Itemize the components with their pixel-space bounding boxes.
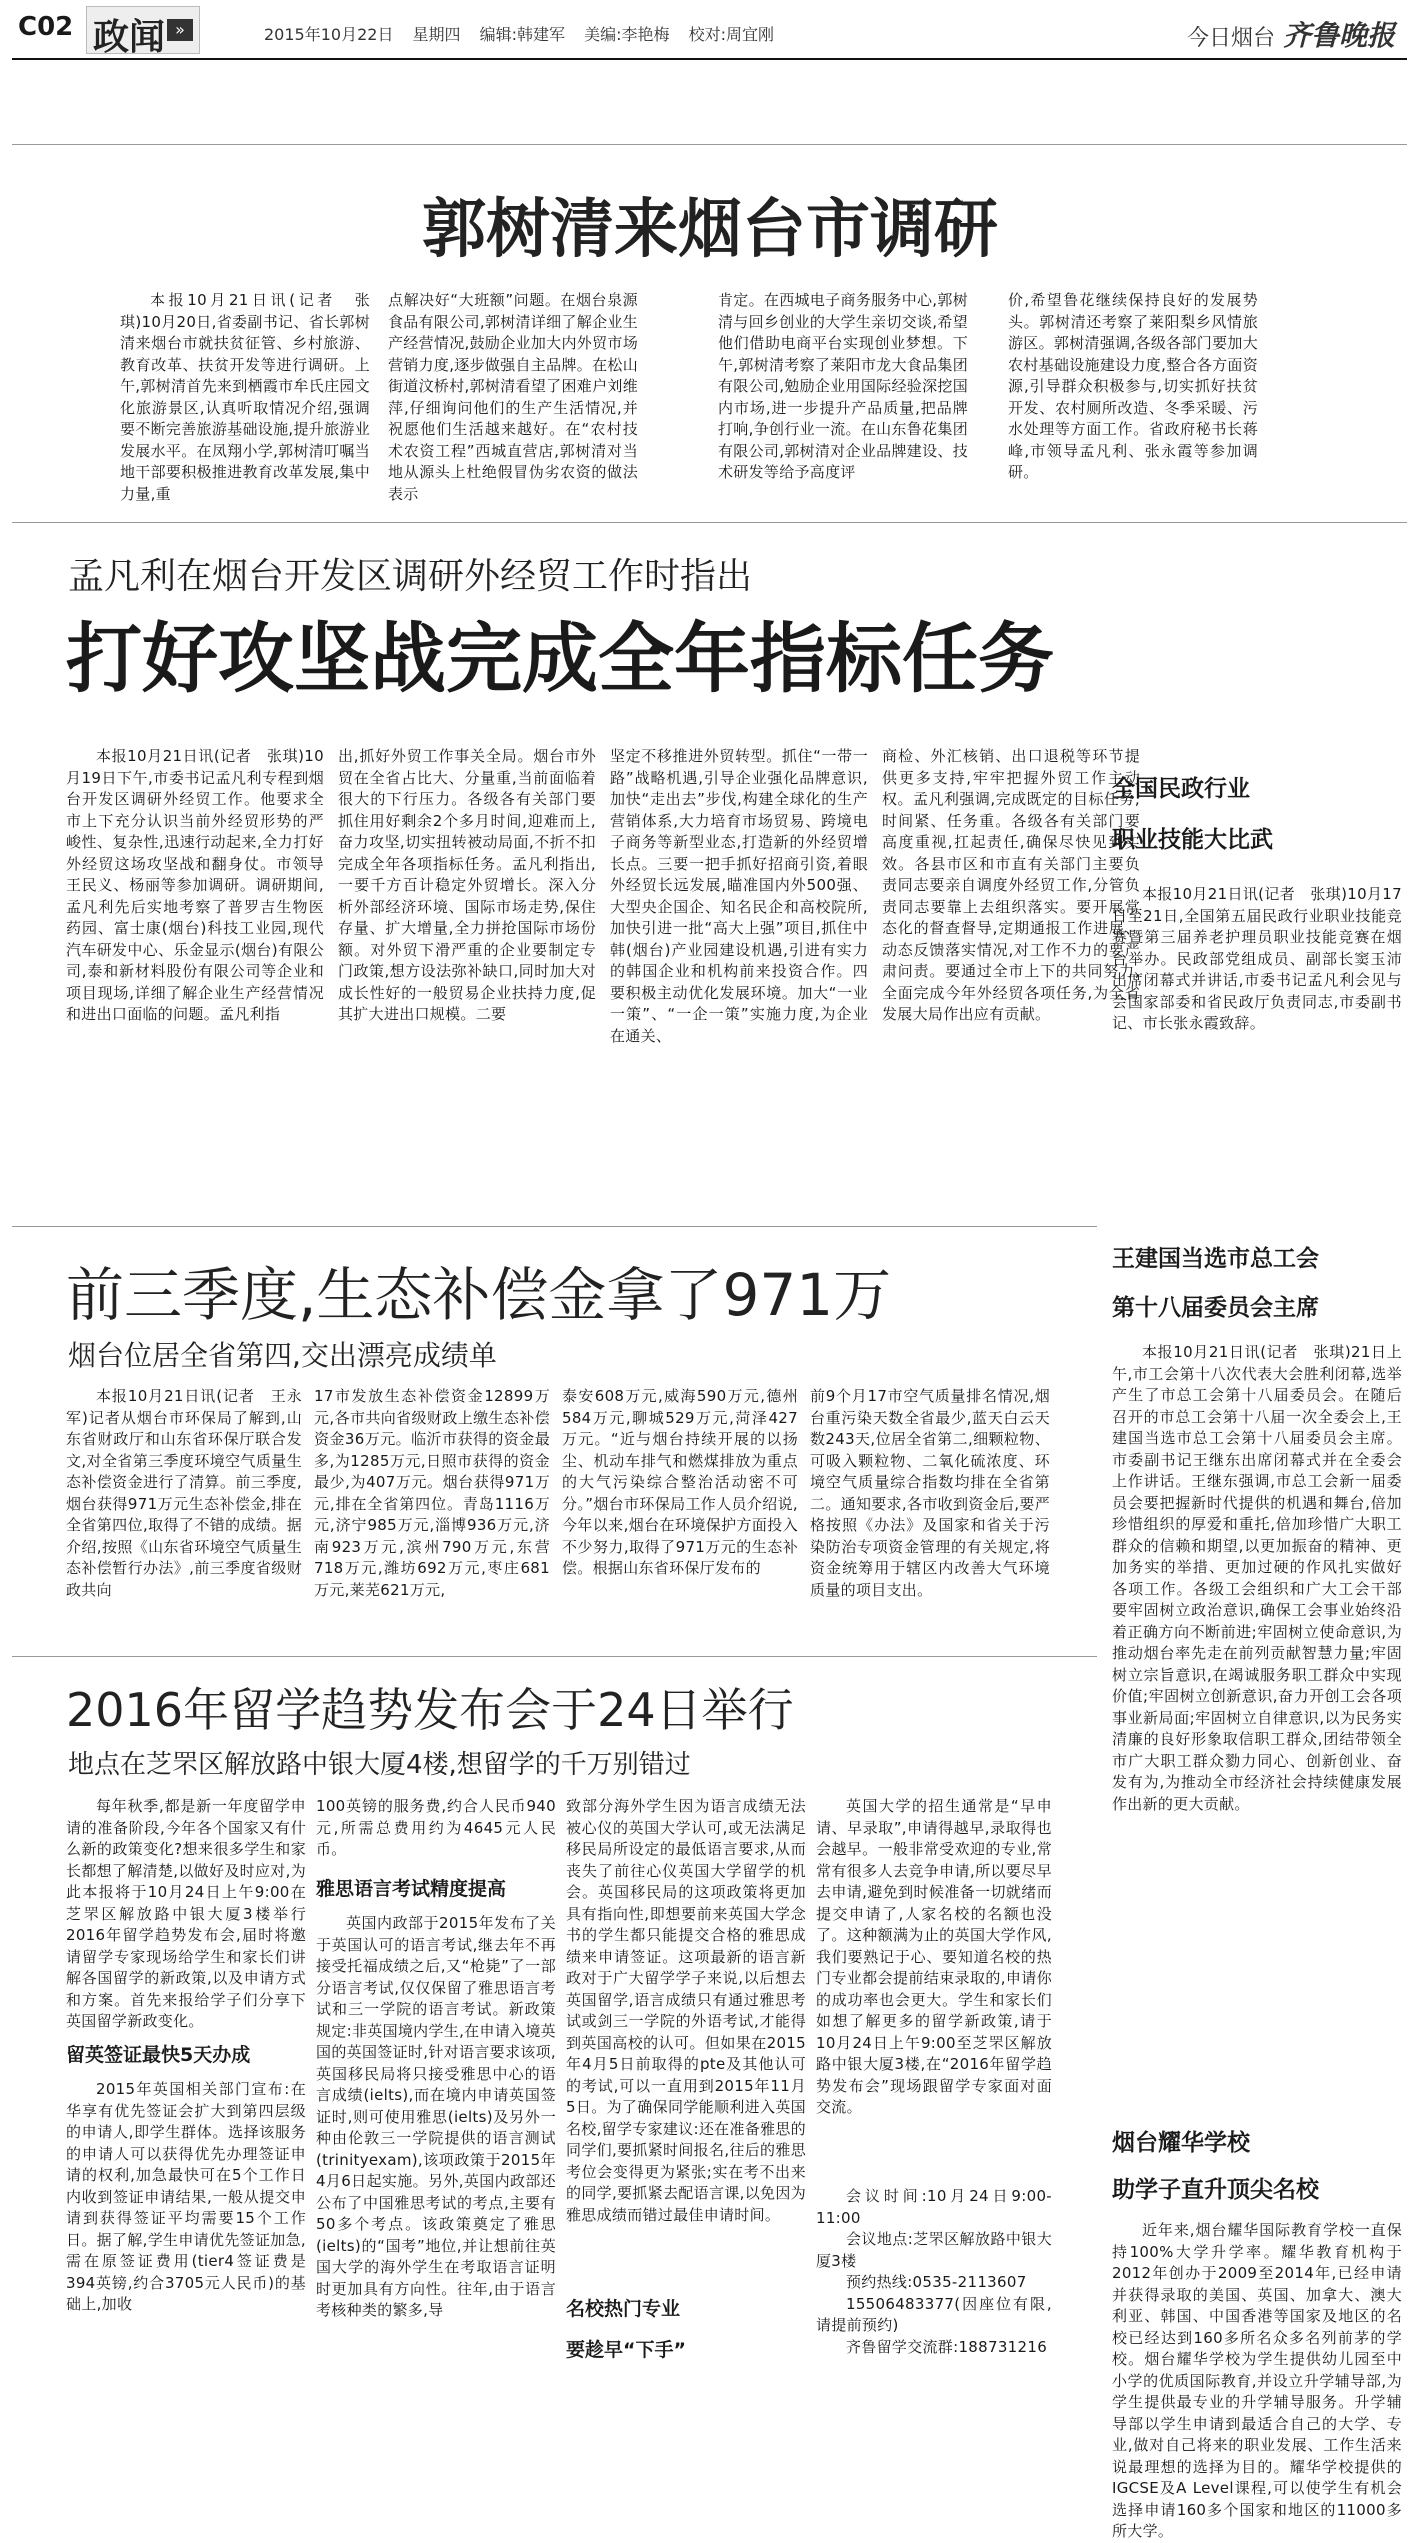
article-4-visa bbox=[66, 2079, 306, 2379]
article-4-subtitle: 地点在芝罘区解放路中银大厦4楼,想留学的千万别错过 bbox=[68, 1750, 691, 1780]
article-2-col-1 bbox=[66, 746, 324, 1216]
article-4-advice bbox=[816, 1796, 1052, 2180]
sidebar-1-body bbox=[1112, 884, 1402, 1184]
column-name: 今日烟台 bbox=[1186, 26, 1275, 51]
article-4-title: 2016年留学趋势发布会于24日举行 bbox=[66, 1683, 794, 1737]
article-2-text-3: 坚定不移推进外贸转型。抓住“一带一路”战略机遇,引导企业强化品牌意识,加快“走出去”步伐,构建全球化的生产营销体系,大力培育市场贸易、跨境电子商务等新型业态,打造新的外经贸增长点。三要一把手抓好招商引资,着眼外经贸长远发展,瞄准国内外500强、大型央企国企、知名民企和高校院所,加快引进一批“高大上强”项目,抓住中韩(烟台)产业园建设机遇,引进有实力的韩国企业和机构前来投资合作。四要积极主动优化发展环境。加大“一业一策”、“一企一策”实施力度,为企业在通关、 bbox=[610, 747, 868, 1045]
sidebar-3-body bbox=[1112, 2220, 1402, 2540]
event-phone: 15506483377(因座位有限,请提前预约) bbox=[816, 2294, 1052, 2334]
article-4-exam bbox=[316, 1913, 556, 2373]
article-3-text-2: 17市发放生态补偿资金12899万元,各市共向省级财政上缴生态补偿资金36万元。临沂市获得的资金最多,为1285万元,日照市获得的资金最少,为407万元。烟台获得971万元,排在全省第四位。青岛1116万元,济宁985万元,淄博936万元,济南923万元,滨州790万元,东营718万元,潍坊692万元,枣庄681万元,莱芜621万元, bbox=[314, 1387, 550, 1599]
article-4-heading-exam: 雅思语言考试精度提高 bbox=[316, 1878, 507, 1900]
sidebar-divider bbox=[1112, 2118, 1402, 2119]
sidebar-gap bbox=[1100, 746, 1101, 2376]
issue-date: 2015年10月22日 bbox=[264, 25, 394, 44]
article-3-title: 前三季度,生态补偿金拿了971万 bbox=[66, 1261, 892, 1329]
article-1-text-2: 点解决好“大班额”问题。在烟台泉源食品有限公司,郭树清详细了解企业生产经营情况,鼓励企业加大内外贸市场营销力度,逐步做强自主品牌。在松山街道汶桥村,郭树清看望了困难户刘维萍,仔细询问他们的生产生活情况,并祝愿他们生活越来越好。在“农村技术农资工程”西城直营店,郭树清对当地从源头上杜绝假冒伪劣农资的做法表示 bbox=[388, 291, 638, 503]
sidebar-story-1 bbox=[1112, 760, 1402, 1220]
article-4-col-2 bbox=[316, 1796, 556, 2376]
article-2-col-2 bbox=[338, 746, 596, 1216]
proofreader: 校对:周宜刚 bbox=[688, 25, 775, 44]
article-4-fee bbox=[316, 1796, 556, 1862]
sidebar-3-title-2: 助学子直升顶尖名校 bbox=[1112, 2177, 1319, 2203]
article-1-text-4: 价,希望鲁花继续保持良好的发展势头。郭树清还考察了莱阳梨乡风情旅游区。郭树清强调,各级各部门要加大农村基础设施建设力度,整合各方面资源,引导群众积极参与,切实抓好扶贫开发、农村厕所改造、冬季采暖、污水处理等方面工作。省政府秘书长蒋峰,市领导孟凡利、张永霞等参加调研。 bbox=[1008, 291, 1258, 481]
article-2-text-4: 商检、外汇核销、出口退税等环节提供更多支持,牢牢把握外贸工作主动权。孟凡利强调,完成既定的目标任务,时间紧、任务重。各级各有关部门要高度重视,扛起责任,确保尽快见到实效。各县市区和市直有关部门主要负责同志要亲自调度外经贸工作,分管负责同志要靠上去组织落实。要开展常态化的督查督导,定期通报工作进展、动态反馈落实情况,对工作不力的要严肃问责。要通过全市上下的共同努力,全面完成今年外经贸各项任务,为全省发展大局作出应有贡献。 bbox=[882, 747, 1140, 1023]
sidebar-2-text: 本报10月21日讯(记者 张琪)21日上午,市工会第十八次代表大会胜利闭幕,选举产生了市总工会第十八届委员会。在随后召开的市总工会第十八届一次全委会上,王建国当选市总工会第十八届委员会主席。市委副书记王继东出席闭幕式并在全委会上作讲话。王继东强调,市总工会新一届委员会要把握新时代提供的机遇和舞台,倍加珍惜组织的厚爱和重托,倍加珍惜广大职工群众的信赖和期望,以更加振奋的精神、更加务实的举措、更加过硬的作风扎实做好各项工作。各级工会组织和广大工会干部要牢固树立政治意识,确保工会事业始终沿着正确方向不断前进;牢固树立使命意识,为推动烟台率先走在前列贡献智慧力量;牢固树立宗旨意识,在竭诚服务职工群众中实现价值;牢固树立创新意识,奋力开创工会各项事业新局面;牢固树立自律意识,以为民务实清廉的良好形象取信职工群众,团结带领全市广大职工群众勠力同心、创新创业、奋发有为,为推动全市经济社会持续健康发展作出新的更大贡献。 bbox=[1112, 1343, 1402, 1813]
divider-1 bbox=[12, 522, 1407, 523]
article-1-col-2 bbox=[388, 290, 638, 510]
page-meta bbox=[264, 22, 788, 45]
sidebar-2-body bbox=[1112, 1342, 1402, 2062]
article-4-text-exam: 英国内政部于2015年发布了关于英国认可的语言考试,继去年不再接受托福成绩之后,又“枪毙”了一部分语言考试,仅仅保留了雅思语言考试和三一学院的语言考试。新政策规定:非英国境内学生,在申请入境英国的英国签证时,针对语言要求该项,英国移民局将只接受雅思中心的语言成绩(ielts),而在境内申请英国签证时,则可使用雅思(ielts)及另外一种由伦敦三一学院提供的语言测试(trinityexam),该项政策于2015年4月6日起实施。另外,英国内政部还公布了中国雅思考试的考点,主要有50多个考点。该政策奠定了雅思(ielts)的“国考”地位,并让想前往英国大学的海外学生在考取语言证明时更加具有方向性。往年,由于语言考核种类的繁多,导 bbox=[316, 1914, 556, 2319]
article-3-col-1 bbox=[66, 1386, 302, 1646]
issue-weekday: 星期四 bbox=[412, 25, 461, 44]
event-time: 会议时间:10月24日9:00-11:00 bbox=[816, 2187, 1052, 2227]
article-4-col-3 bbox=[566, 1796, 806, 2376]
article-1-col-4 bbox=[1008, 290, 1258, 510]
sidebar-1-title-2: 职业技能大比武 bbox=[1112, 827, 1273, 853]
article-4-language bbox=[566, 1796, 806, 2276]
newspaper-logo: 齐鲁晚报 bbox=[1282, 19, 1395, 52]
article-3-text-3: 泰安608万元,威海590万元,德州584万元,聊城529万元,菏泽427万元。“近与烟台持续开展的以扬尘、机动车排气和燃煤排放为重点的大气污染综合整治活动密不可分。”烟台市环保局工作人员介绍说,今年以来,烟台在环境保护方面投入不少努力,取得了971万元的生态补偿。根据山东省环保厅发布的 bbox=[562, 1387, 798, 1577]
article-2-text-1: 本报10月21日讯(记者 张琪)10月19日下午,市委书记孟凡利专程到烟台开发区调研外经贸工作。他要求全市上下充分认识当前外经贸形势的严峻性、复杂性,迅速行动起来,全力打好外经贸这场攻坚战和翻身仗。市领导王民义、杨丽等参加调研。调研期间,孟凡利先后实地考察了普罗吉生物医药园、富士康(烟台)科技工业园,现代汽车研发中心、乐金显示(烟台)有限公司,泰和新材料股份有限公司等企业和项目现场,详细了解企业生产经营情况和进出口面临的问题。孟凡利指 bbox=[66, 747, 324, 1023]
header-rule-2 bbox=[12, 144, 1407, 145]
article-1-col-1 bbox=[120, 290, 370, 510]
sidebar-2-title-1: 王建国当选市总工会 bbox=[1112, 1246, 1319, 1272]
article-1-title: 郭树清来烟台市调研 bbox=[422, 192, 998, 267]
sidebar-1-text: 本报10月21日讯(记者 张琪)10月17日至21日,全国第五届民政行业职业技能竞赛暨第三届养老护理员职业技能竞赛在烟台举办。民政部党组成员、副部长窦玉沛出席闭幕式并讲话,市委书记孟凡利会见与会国家部委和省民政厅负责同志,市委副书记、市长张永霞致辞。 bbox=[1112, 885, 1402, 1032]
article-4-text-language: 致部分海外学生因为语言成绩无法被心仪的英国大学认可,或无法满足移民局所设定的最低语言要求,从而丧失了前往心仪英国大学留学的机会。英国移民局的这项政策将更加具有指向性,即想要前来英国大学念书的学生都只能提交合格的雅思成绩来申请签证。这项最新的语言新政对于广大留学学子来说,以后想去英国留学,语言成绩只有通过雅思考试或剑三一学院的外语考试,才能得到英国高校的认可。但如果在2015年4月5日前取得的pte及其他认可的考试,可以一直用到2015年11月5日。为了确保同学能顺利进入英国名校,留学专家建议:还在准备雅思的同学们,要抓紧时间报名,往后的雅思考位会变得更为紧张;实在考不出来的同学,要抓紧去配语言课,以免因为雅思成绩而错过最佳申请时间。 bbox=[566, 1797, 806, 2224]
page-header bbox=[0, 0, 1417, 66]
page-number: C02 bbox=[18, 12, 74, 42]
article-4-text-1: 每年秋季,都是新一年度留学申请的准备阶段,今年各个国家又有什么新的政策变化?想来很多学生和家长都想了解清楚,以做好及时应对,为此本报将于10月24日上午9:00在芝罘区解放路中银大厦3楼举行2016年留学趋势发布会,届时将邀请留学专家现场给学生和家长们讲解各国留学的新政策,以及申请方式和方案。首先来报给学子们分享下英国留学新政变化。 bbox=[66, 1797, 306, 2030]
article-4-text-fee: 100英镑的服务费,约合人民币940元,所需总费用约为4645元人民币。 bbox=[316, 1797, 556, 1858]
article-4-col-4 bbox=[816, 1796, 1052, 2376]
double-chevron-icon: » bbox=[167, 19, 193, 41]
sidebar-1-title-1: 全国民政行业 bbox=[1112, 776, 1250, 802]
article-2-text-2: 出,抓好外贸工作事关全局。烟台市外贸在全省占比大、分量重,当前面临着很大的下行压力。各级各有关部门要抓住用好剩余2个多月时间,迎难而上,奋力攻坚,切实扭转被动局面,不折不扣完成全年各项指标任务。孟凡利指出,一要千方百计稳定外贸增长。深入分析外部经济环境、国际市场走势,保住存量、扩大增量,全力拼抢国际市场份额。对外贸下滑严重的企业要制定专门政策,想方设法弥补缺口,同时加大对成长性好的一般贸易企业扶持力度,促其扩大进出口规模。二要 bbox=[338, 747, 596, 1023]
art-editor: 美编:李艳梅 bbox=[584, 25, 670, 44]
article-1-text-1: 本报10月21日讯(记者 张琪)10月20日,省委副书记、省长郭树清来烟台市就扶贫征管、乡村旅游、教育改革、扶贫开发等进行调研。上午,郭树清首先来到栖霞市牟氏庄园文化旅游景区,认真听取情况介绍,强调要不断完善旅游基础设施,提升旅游业发展水平。在凤翔小学,郭树清叮嘱当地干部要积极推进教育改革发展,集中力量,重 bbox=[120, 291, 370, 503]
sidebar-3-text: 近年来,烟台耀华国际教育学校一直保持100%大学升学率。耀华教育机构于2012年创办于2009至2014年,已经申请并获得录取的美国、英国、加拿大、澳大利亚、韩国、中国香港等国家及地区的名校已经达到160多所名众多名列前茅的学校。烟台耀华学校为学生提供幼儿园至中小学的优质国际教育,并设立升学辅导部,为学生提供最专业的升学辅导服务。升学辅导部以学生申请到最适合自己的大学、专业,做对自己将来的职业发展、工作生活来说最理想的选择为目的。耀华学校提供的IGCSE及A Level课程,可以使学生有机会选择申请160多个国家和地区的11000多所大学。 bbox=[1112, 2221, 1402, 2540]
article-3-col-4 bbox=[810, 1386, 1050, 1646]
section-tag bbox=[86, 6, 200, 58]
article-3-col-3 bbox=[562, 1386, 798, 1646]
divider-3 bbox=[12, 1656, 1097, 1657]
article-4-heading-school: 名校热门专业 bbox=[566, 2298, 681, 2320]
article-4-heading-school-2: 要趁早“下手” bbox=[566, 2339, 686, 2361]
sidebar-2-title-2: 第十八届委员会主席 bbox=[1112, 1295, 1319, 1321]
article-4-text-visa: 2015年英国相关部门宣布:在华享有优先签证会扩大到第四层级的申请人,即学生群体。选择该服务的申请人可以获得优先办理签证申请的权利,加急最快可在5个工作日内收到签证申请结果,一般从提交申请到获得签证平均需要15个工作日。据了解,学生申请优先签证加急,需在原签证费用(tier4签证费是394英镑,约合3705元人民币)的基础上,加收 bbox=[66, 2080, 306, 2313]
editor: 编辑:韩建军 bbox=[479, 25, 566, 44]
section-label: 政闻 bbox=[93, 17, 166, 58]
event-group: 齐鲁留学交流群:188731216 bbox=[846, 2337, 1048, 2356]
article-2-kicker: 孟凡利在烟台开发区调研外经贸工作时指出 bbox=[68, 556, 753, 597]
article-3-text-1: 本报10月21日讯(记者 王永军)记者从烟台市环保局了解到,山东省财政厅和山东省环保厅联合发文,对全省第三季度环境空气质量生态补偿资金进行了清算。前三季度,烟台获得971万元生态补偿金,排在全省第四位,取得了不错的成绩。据介绍,按照《山东省环境空气质量生态补偿暂行办法》,前三季度省级财政共向 bbox=[66, 1387, 302, 1599]
article-2-col-3 bbox=[610, 746, 868, 1216]
article-3-subtitle: 烟台位居全省第四,交出漂亮成绩单 bbox=[68, 1339, 497, 1372]
article-1-text-3: 肯定。在西城电子商务服务中心,郭树清与回乡创业的大学生亲切交谈,希望他们借助电商平台实现创业梦想。下午,郭树清考察了莱阳市龙大食品集团有限公司,勉励企业用国际经验深挖国内市场,进一步提升产品质量,把品牌打响,争创行业一流。在山东鲁花集团有限公司,郭树清对企业品牌建设、技术研发等给予高度评 bbox=[718, 291, 968, 481]
article-4-heading-visa: 留英签证最快5天办成 bbox=[66, 2044, 251, 2066]
article-4-col-1 bbox=[66, 1796, 306, 2376]
sidebar-story-3 bbox=[1112, 2124, 1402, 2540]
sidebar-story-2 bbox=[1112, 1230, 1402, 2110]
article-4-intro bbox=[66, 1796, 306, 2030]
article-2-col-4 bbox=[882, 746, 1140, 1216]
article-4-event-info bbox=[816, 2186, 1052, 2366]
article-1-col-3 bbox=[718, 290, 968, 510]
header-rule bbox=[12, 58, 1407, 60]
divider-2 bbox=[12, 1226, 1097, 1227]
event-place: 会议地点:芝罘区解放路中银大厦3楼 bbox=[816, 2230, 1052, 2270]
article-3-col-2 bbox=[314, 1386, 550, 1646]
article-4-text-advice: 英国大学的招生通常是“早申请、早录取”,申请得越早,录取得也会越早。一般非常受欢迎的专业,常常有很多人去竞争申请,所以要尽早去申请,避免到时候准备一切就绪而提交申请了,人家名校的名额也没了。这种额满为止的英国大学作风,我们要熟记于心、要知道名校的热门专业都会提前结束录取的,申请你的成功率也会更大。学生和家长们如想了解更多的留学新政策,请于10月24日上午9:00至芝罘区解放路中银大厦3楼,在“2016年留学趋势发布会”现场跟留学专家面对面交流。 bbox=[816, 1797, 1052, 2116]
article-2-title: 打好攻坚战完成全年指标任务 bbox=[66, 614, 1054, 703]
article-3-text-4: 前9个月17市空气质量排名情况,烟台重污染天数全省最少,蓝天白云天数243天,位居全省第二,细颗粒物、可吸入颗粒物、二氧化硫浓度、环境空气质量综合指数均排在全省第二。通知要求,各市收到资金后,要严格按照《办法》及国家和省关于污染防治专项资金管理的有关规定,将资金统筹用于辖区内改善大气环境质量的项目支出。 bbox=[810, 1387, 1050, 1599]
event-hotline: 预约热线:0535-2113607 bbox=[846, 2273, 1027, 2291]
masthead bbox=[1187, 14, 1395, 54]
sidebar-3-title-1: 烟台耀华学校 bbox=[1112, 2130, 1250, 2156]
